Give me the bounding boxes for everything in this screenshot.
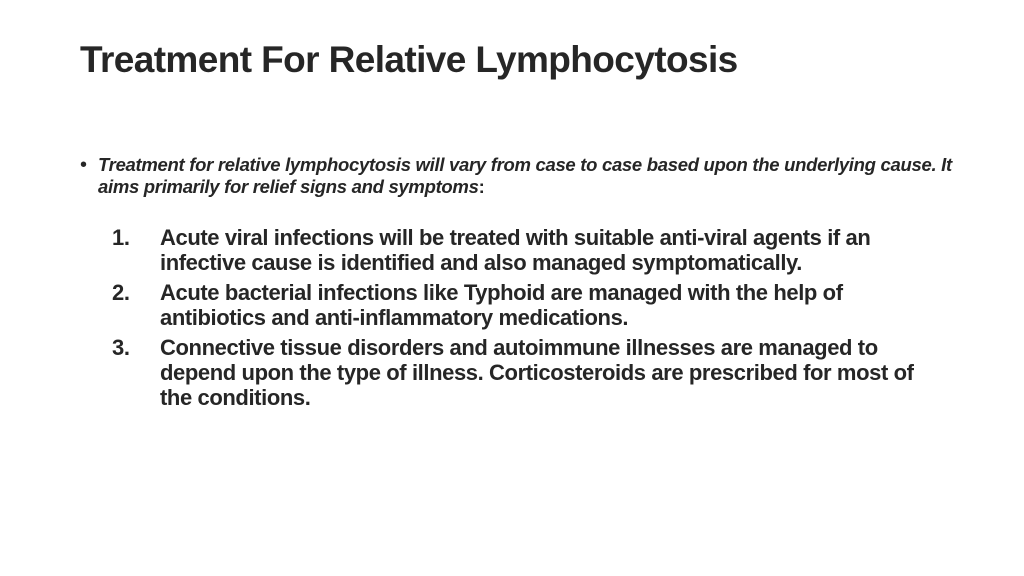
bullet-text-italic: Treatment for relative lymphocytosis will vary from case to case based upon the underlying cause. It aims primarily for relief signs and symptoms: [98, 154, 952, 197]
slide-title: Treatment For Relative Lymphocytosis: [80, 39, 738, 80]
numbered-list: [112, 225, 932, 415]
list-item: [112, 335, 932, 410]
list-item-number: 2.: [112, 280, 130, 305]
list-item: [112, 225, 932, 275]
list-item-text: Acute bacterial infections like Typhoid are managed with the help of antibiotics and anti-inflammatory medications.: [160, 280, 843, 330]
bullet-text-suffix: :: [478, 176, 485, 197]
list-item-text: Acute viral infections will be treated with suitable anti-viral agents if an infective cause is identified and also managed symptomatically.: [160, 225, 871, 275]
bullet-text: [98, 154, 960, 198]
bullet-point: [80, 154, 960, 198]
list-item: [112, 280, 932, 330]
list-item-number: 1.: [112, 225, 130, 250]
bullet-icon: •: [80, 154, 88, 176]
list-item-text: Connective tissue disorders and autoimmune illnesses are managed to depend upon the type of illness. Corticosteroids are prescribed for most of the conditions.: [160, 335, 914, 410]
list-item-number: 3.: [112, 335, 130, 360]
